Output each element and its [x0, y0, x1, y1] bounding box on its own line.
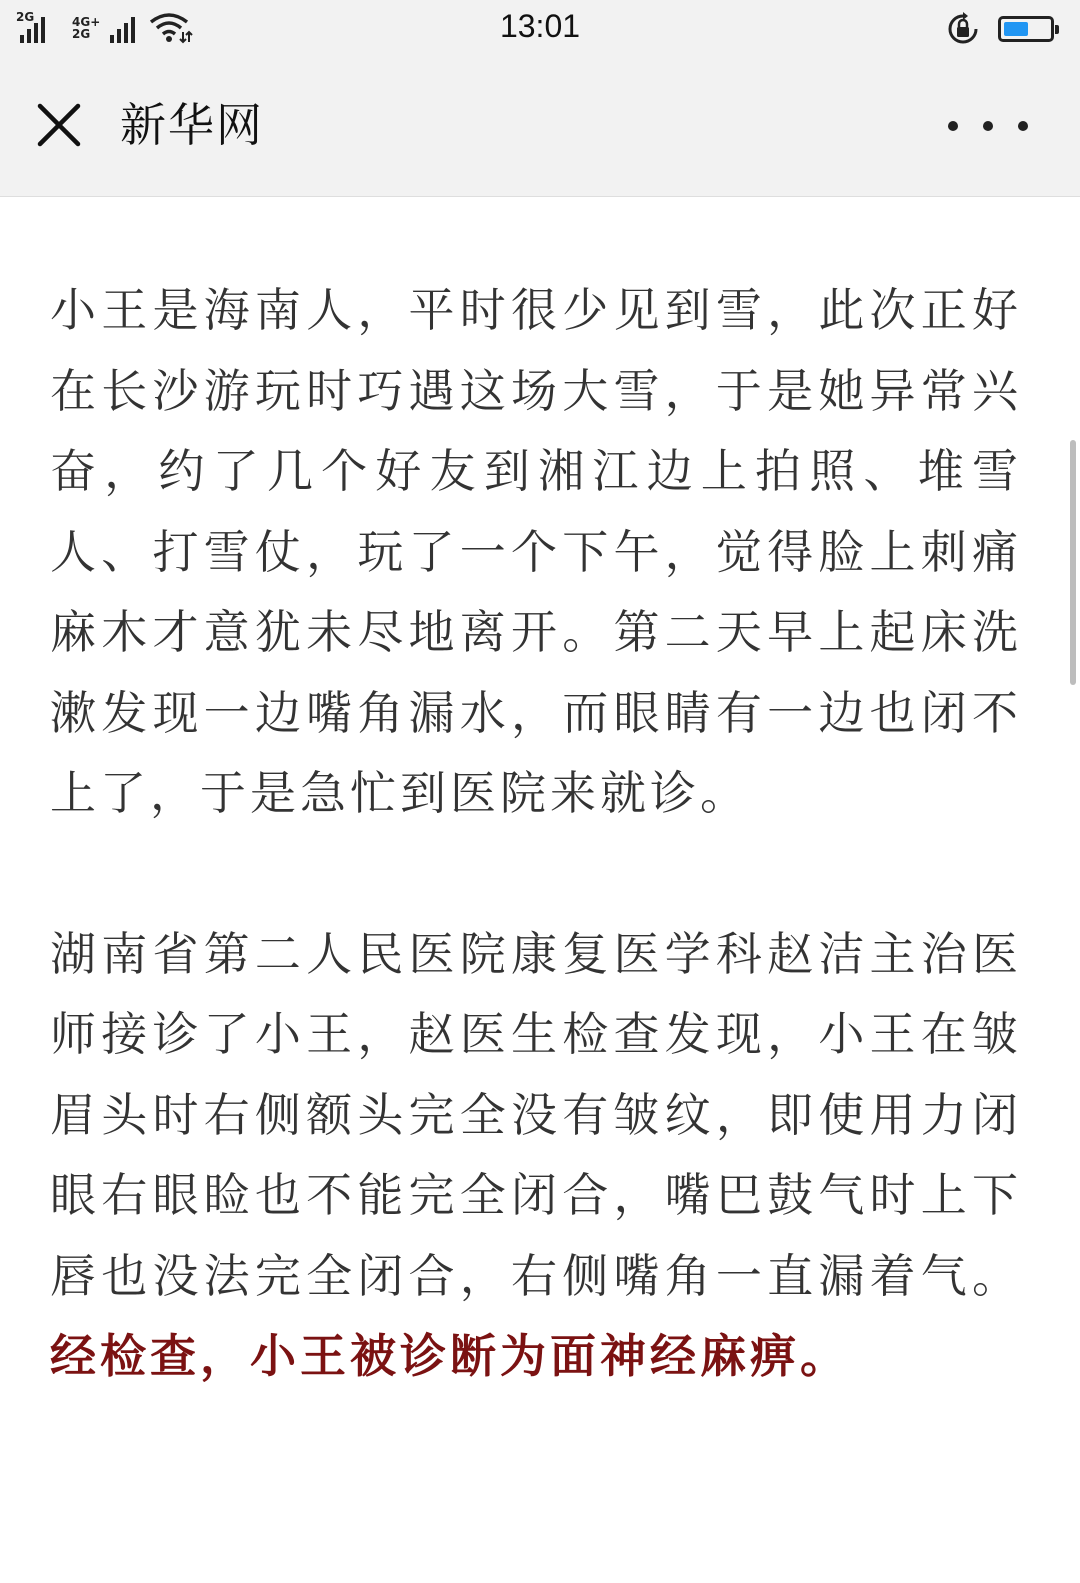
status-bar [0, 0, 1080, 56]
status-time: 13:01 [499, 8, 581, 44]
diagnosis-highlight: 经检查，小王被诊断为面神经麻痹。 [50, 1329, 850, 1383]
article-paragraph: 小王是海南人，平时很少见到雪，此次正好在长沙游玩时巧遇这场大雪，于是她异常兴奋，约了几个好友到湘江边上拍照、堆雪人、打雪仗，玩了一个下午，觉得脸上刺痛麻木才意犹未尽地离开。第二天早上起床洗漱发现一边嘴角漏水，而眼睛有一边也闭不上了，于是急忙到医院来就诊。 [50, 283, 1022, 820]
signal-sim1-label: 2G [16, 10, 35, 24]
battery-level [1004, 22, 1028, 36]
battery-icon [998, 16, 1054, 42]
status-right-icons [946, 12, 1054, 46]
scrollbar[interactable] [1070, 440, 1076, 685]
close-icon [37, 103, 81, 147]
article-paragraph [50, 914, 1022, 1397]
navigation-bar [0, 56, 1080, 197]
more-icon [948, 121, 958, 131]
close-button[interactable] [26, 92, 92, 158]
network-type-bottom: 2G [72, 27, 91, 41]
page-title: 新华网 [120, 98, 264, 152]
network-type-top: 4G+ [72, 15, 101, 29]
article-body [50, 270, 1022, 1397]
rotation-lock-icon [946, 12, 980, 46]
paragraph-text: 湖南省第二人民医院康复医学科赵洁主治医师接诊了小王，赵医生检查发现，小王在皱眉头时右侧额头完全没有皱纹，即使用力闭眼右眼睑也不能完全闭合，嘴巴鼓气时上下唇也没法完全闭合，右侧嘴角一直漏着气。 [50, 926, 1022, 1303]
more-options-button[interactable] [948, 106, 1028, 146]
